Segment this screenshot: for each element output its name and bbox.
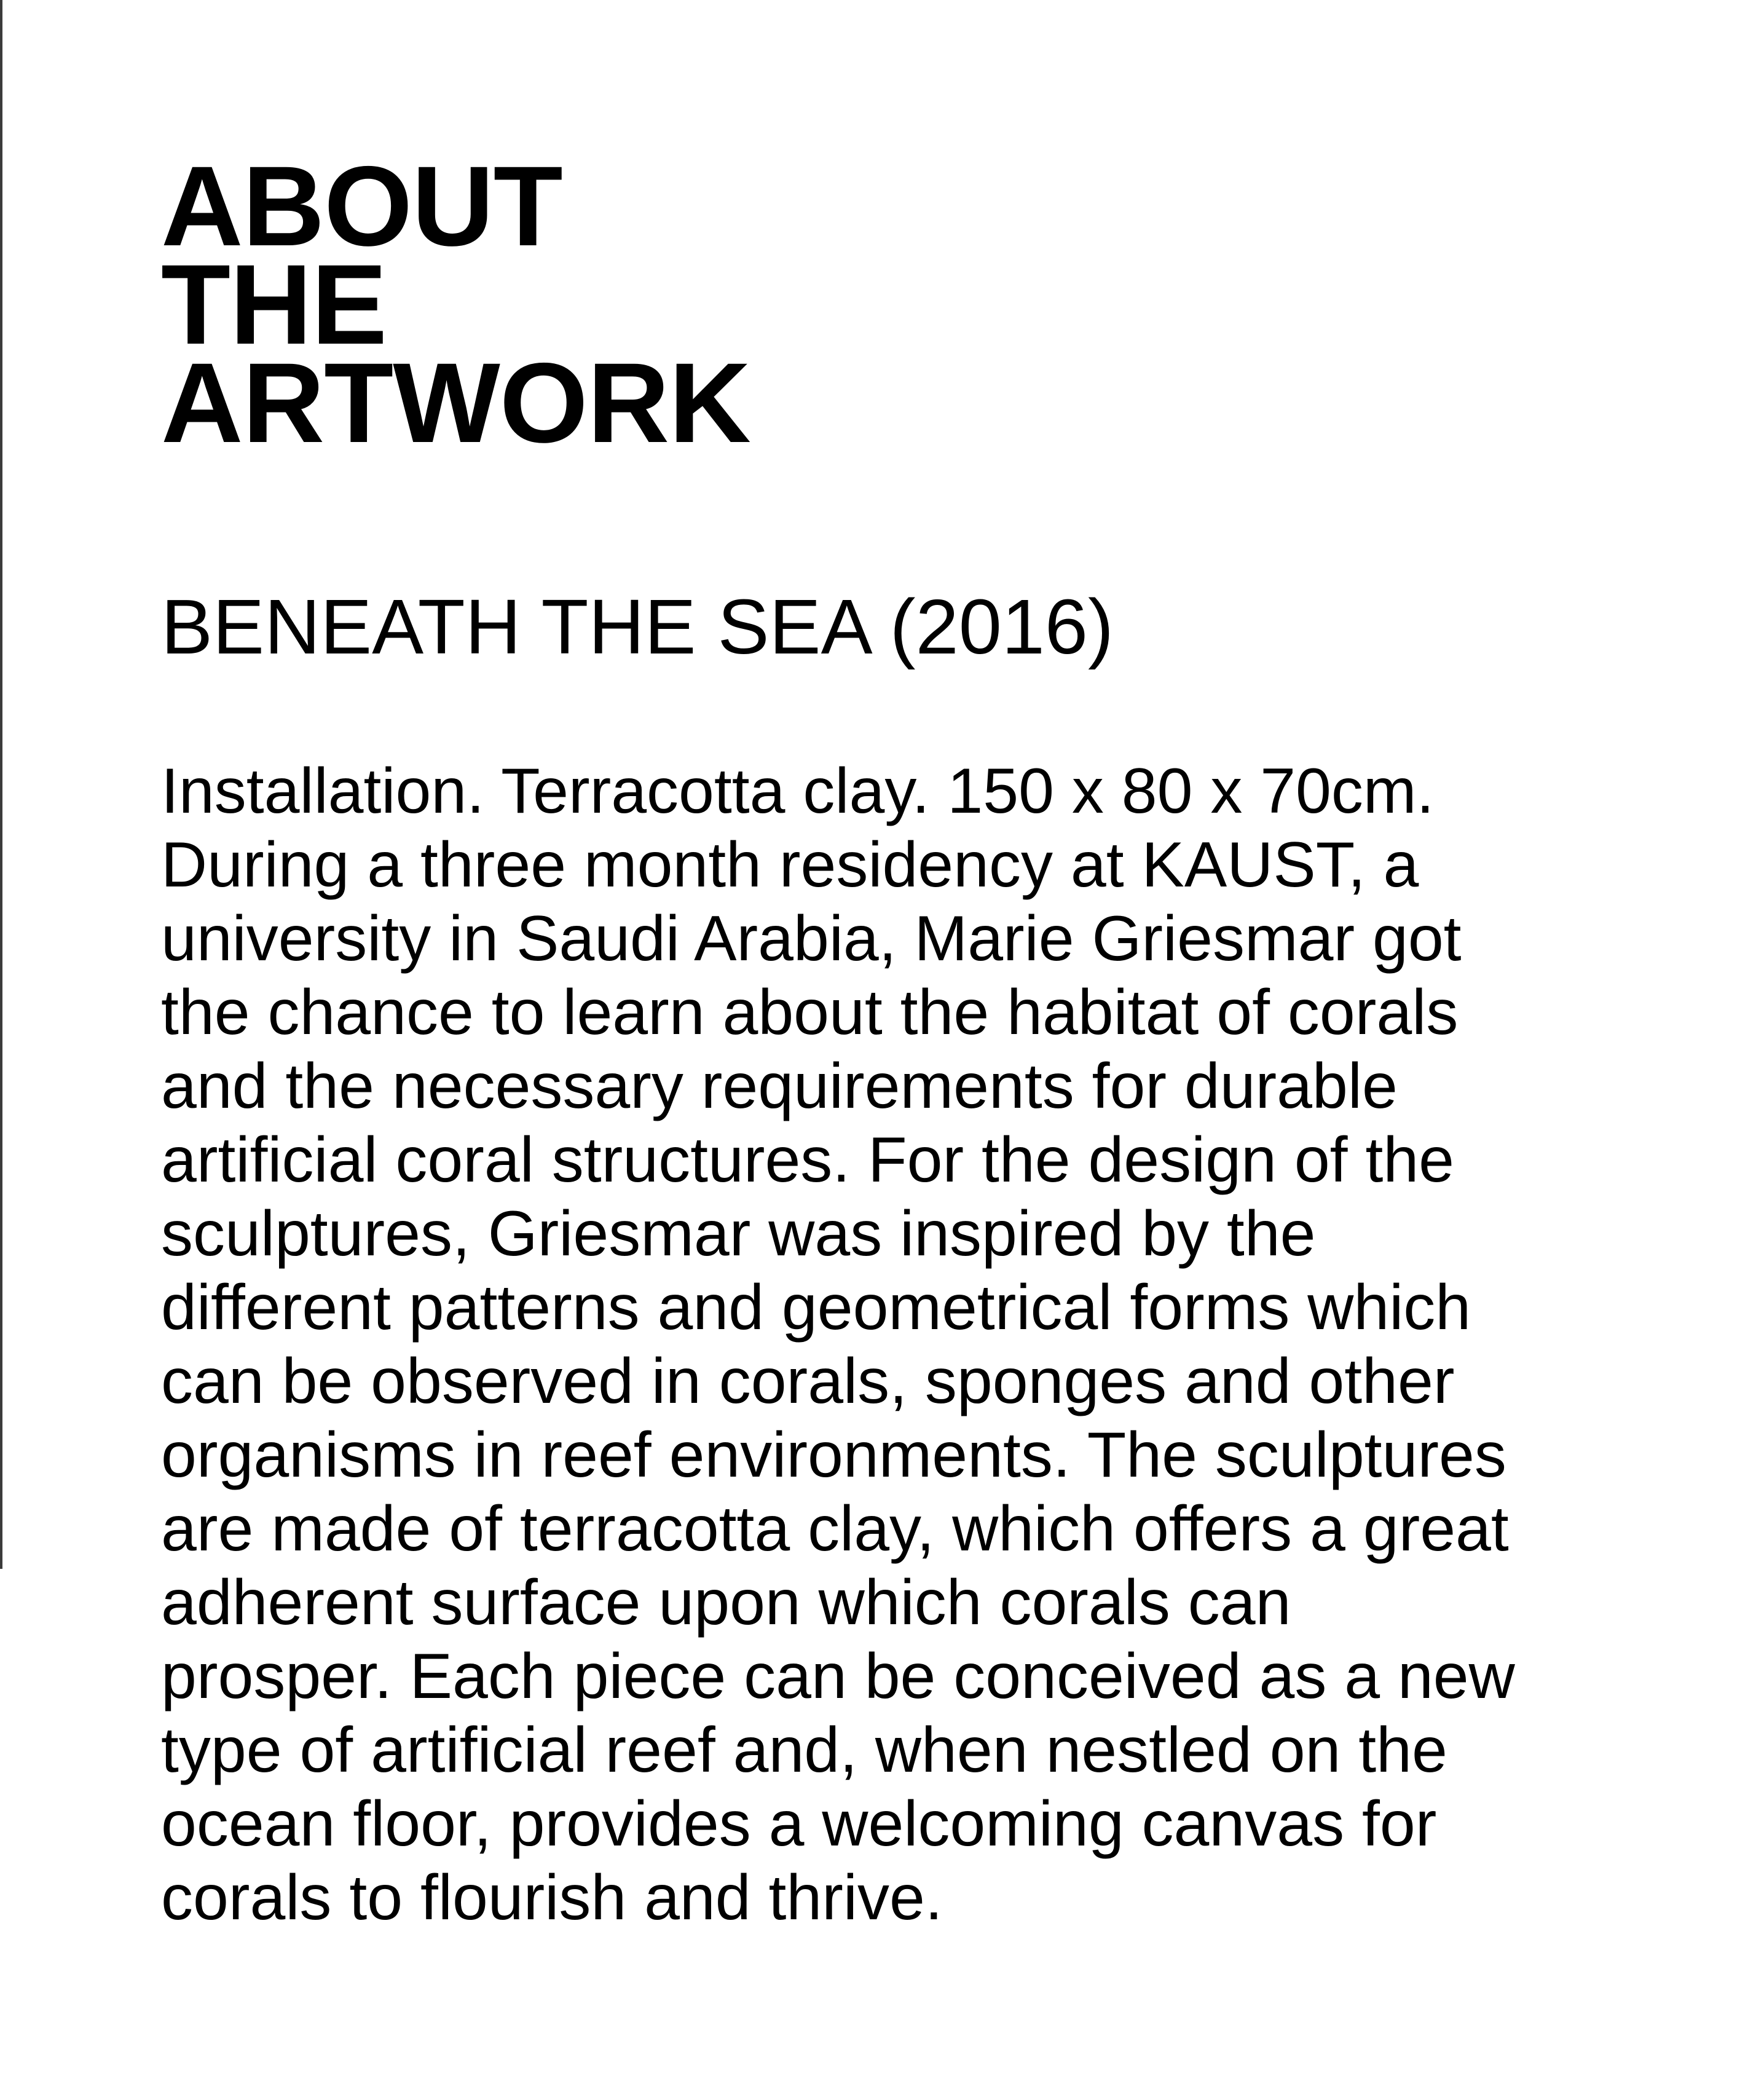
description-line: artificial coral structures. For the design of the bbox=[161, 1124, 1455, 1196]
description-line: type of artificial reef and, when nestled on the bbox=[161, 1715, 1447, 1786]
page-title-line-2: THE bbox=[161, 242, 387, 368]
description-line: are made of terracotta clay, which offers a great bbox=[161, 1493, 1509, 1565]
description-line: the chance to learn about the habitat of corals bbox=[161, 977, 1459, 1048]
description-line: and the necessary requirements for durable bbox=[161, 1051, 1398, 1122]
left-edge-rule bbox=[0, 0, 2, 1569]
description-line: ocean floor, provides a welcoming canvas for bbox=[161, 1788, 1437, 1860]
page-title bbox=[161, 143, 750, 467]
description-line: corals to flourish and thrive. bbox=[161, 1862, 943, 1933]
description-line: different patterns and geometrical forms which bbox=[161, 1272, 1471, 1343]
description-line: adherent surface upon which corals can bbox=[161, 1567, 1291, 1638]
page-title-line-1: ABOUT bbox=[161, 143, 562, 270]
description-line: university in Saudi Arabia, Marie Griesmar got bbox=[161, 903, 1462, 974]
artwork-title: BENEATH THE SEA (2016) bbox=[161, 583, 1114, 670]
description-line: prosper. Each piece can be conceived as a new bbox=[161, 1641, 1515, 1712]
artwork-description bbox=[161, 754, 1667, 1935]
page-title-line-3: ARTWORK bbox=[161, 340, 750, 467]
description-line: Installation. Terracotta clay. 150 x 80 x 70cm. bbox=[161, 756, 1435, 827]
description-line: organisms in reef environments. The sculptures bbox=[161, 1419, 1506, 1491]
description-line: During a three month residency at KAUST, a bbox=[161, 829, 1419, 901]
description-line: can be observed in corals, sponges and other bbox=[161, 1346, 1455, 1417]
description-line: sculptures, Griesmar was inspired by the bbox=[161, 1198, 1316, 1269]
